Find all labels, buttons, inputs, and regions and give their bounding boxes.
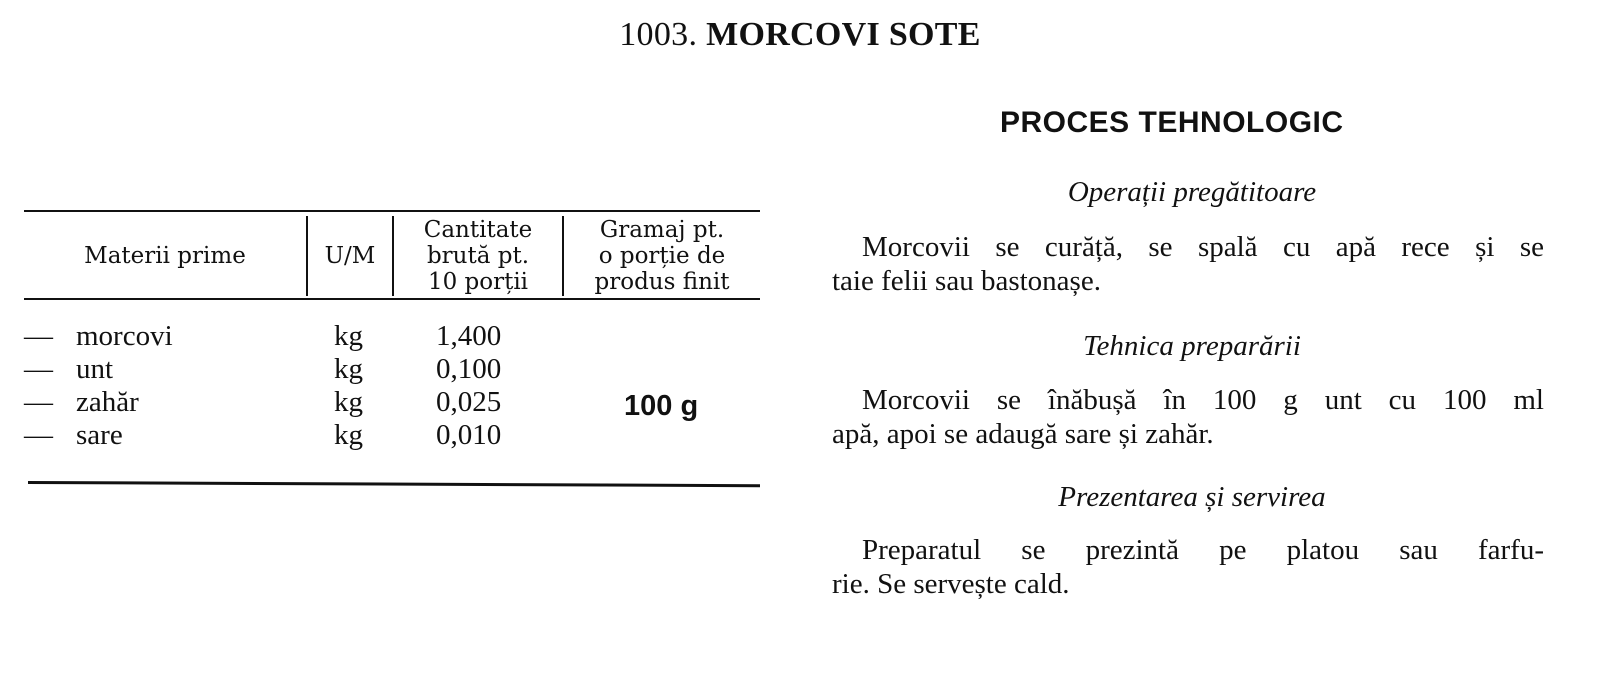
recipe-name: MORCOVI SOTE xyxy=(706,16,981,53)
section-text-technique xyxy=(832,383,1544,451)
ingredient-quantity: 0,100 xyxy=(436,353,502,385)
ingredient-unit: kg xyxy=(334,386,363,418)
header-gross-quantity xyxy=(394,216,562,296)
section-heading-technique: Tehnica preparării xyxy=(1083,330,1301,362)
table-header-rule xyxy=(24,298,760,300)
header-unit-line: U/M xyxy=(324,243,376,269)
header-portion-line: Gramaj pt. xyxy=(599,217,725,243)
ingredient-name: zahăr xyxy=(76,386,139,418)
text-line: taie felii sau bastonașe. xyxy=(832,265,1101,297)
ingredient-quantity: 1,400 xyxy=(436,320,502,352)
row-dash: — xyxy=(24,386,53,418)
header-gross-line: brută pt. xyxy=(426,243,530,269)
text-line: Preparatul se prezintă pe platou sau farfu- xyxy=(862,534,1544,566)
recipe-title xyxy=(0,16,1600,54)
table-row xyxy=(24,419,760,453)
ingredient-quantity: 0,025 xyxy=(436,386,502,418)
portion-weight-value: 100 g xyxy=(624,390,699,422)
text-line: Morcovii se înăbușă în 100 g unt cu 100 ml xyxy=(862,384,1544,416)
text-line: apă, apoi se adaugă sare și zahăr. xyxy=(832,418,1214,450)
table-bottom-rule xyxy=(28,481,760,487)
header-gross-line: Cantitate xyxy=(423,217,533,243)
ingredient-quantity: 0,010 xyxy=(436,419,502,451)
ingredient-name: sare xyxy=(76,419,123,451)
row-dash: — xyxy=(24,353,53,385)
table-row xyxy=(24,353,760,387)
text-line: Morcovii se curăță, se spală cu apă rece și se xyxy=(862,231,1544,263)
section-text-presentation xyxy=(832,533,1544,601)
text-line: rie. Se servește cald. xyxy=(832,568,1070,600)
section-heading-presentation: Prezentarea și servirea xyxy=(1058,481,1326,513)
row-dash: — xyxy=(24,419,53,451)
header-gross-line: 10 porții xyxy=(427,269,529,295)
header-portion-line: o porție de xyxy=(598,243,726,269)
ingredient-name: unt xyxy=(76,353,114,385)
ingredient-unit: kg xyxy=(334,419,363,451)
header-ingredient xyxy=(24,216,306,296)
table-row xyxy=(24,320,760,354)
row-dash: — xyxy=(24,320,53,352)
header-ingredient-line: Materii prime xyxy=(84,243,246,269)
process-title: PROCES TEHNOLOGIC xyxy=(1000,106,1344,139)
recipe-number: 1003. xyxy=(619,16,698,53)
ingredient-unit: kg xyxy=(334,320,363,352)
header-unit xyxy=(308,216,392,296)
ingredient-name: morcovi xyxy=(76,320,173,352)
table-top-rule xyxy=(24,210,760,212)
header-portion-weight xyxy=(564,216,760,296)
header-portion-line: produs finit xyxy=(594,269,730,295)
ingredient-unit: kg xyxy=(334,353,363,385)
section-text-preparation xyxy=(832,230,1544,298)
section-heading-preparation: Operații pregătitoare xyxy=(1067,176,1317,208)
